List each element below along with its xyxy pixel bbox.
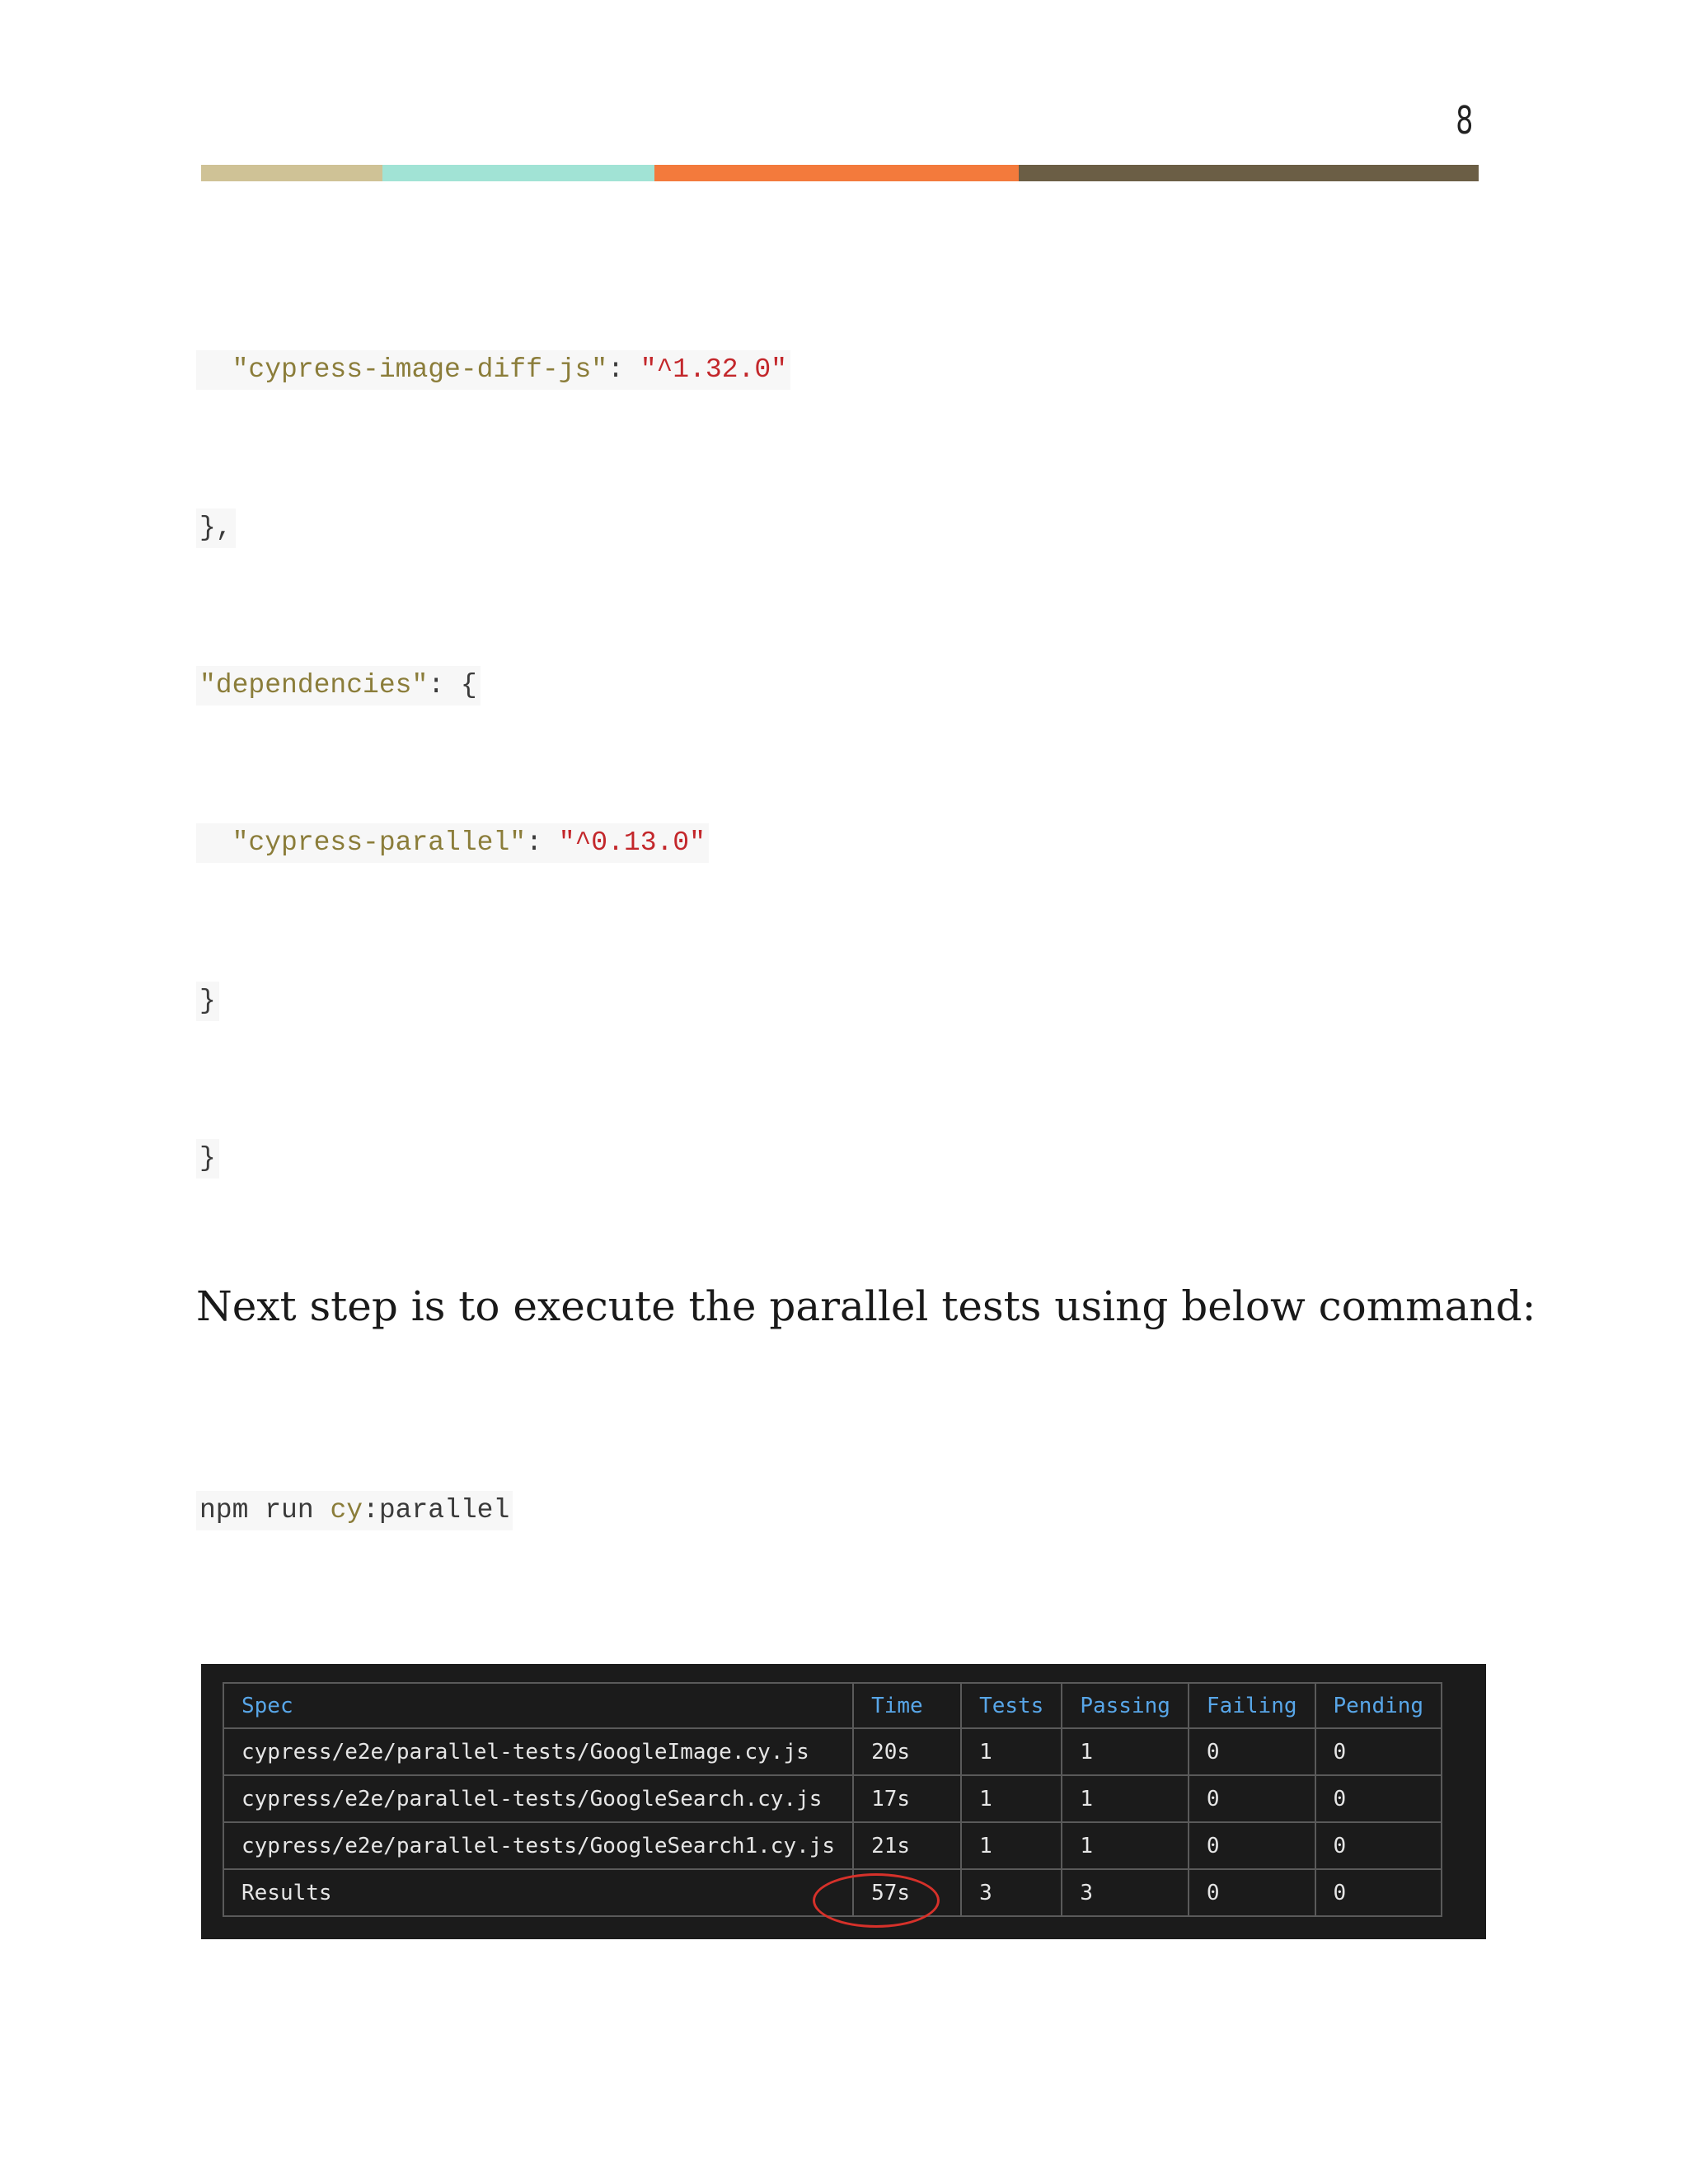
cell-tests: 3 bbox=[961, 1869, 1062, 1916]
command-line: npm run cy:parallel bbox=[196, 1491, 513, 1530]
code-line-dependencies: "dependencies": { bbox=[196, 666, 481, 705]
cell-pending: 0 bbox=[1315, 1775, 1442, 1822]
terminal-output bbox=[201, 1664, 1486, 1939]
results-table bbox=[223, 1682, 1442, 1917]
code-key: "cypress-parallel" bbox=[232, 827, 527, 858]
cell-tests: 1 bbox=[961, 1728, 1062, 1775]
cell-spec: cypress/e2e/parallel-tests/GoogleSearch1.cy.js bbox=[223, 1822, 853, 1869]
cell-spec: Results bbox=[223, 1869, 853, 1916]
cell-passing: 1 bbox=[1062, 1822, 1189, 1869]
cell-tests: 1 bbox=[961, 1775, 1062, 1822]
cell-time: 21s bbox=[853, 1822, 961, 1869]
code-line-close-brace-comma: }, bbox=[196, 509, 236, 548]
code-line-final-brace: } bbox=[196, 1139, 219, 1179]
table-row bbox=[223, 1775, 1442, 1822]
header-tests: Tests bbox=[961, 1683, 1062, 1728]
cell-pending: 0 bbox=[1315, 1869, 1442, 1916]
table-row-results bbox=[223, 1869, 1442, 1916]
code-key: "cypress-image-diff-js" bbox=[232, 354, 608, 385]
instruction-paragraph: Next step is to execute the parallel tests using below command: bbox=[196, 1282, 1536, 1330]
header-failing: Failing bbox=[1189, 1683, 1315, 1728]
page-number: 8 bbox=[1455, 98, 1473, 143]
code-key: "dependencies" bbox=[199, 670, 429, 701]
cell-failing: 0 bbox=[1189, 1869, 1315, 1916]
cell-time-total: 57s bbox=[853, 1869, 961, 1916]
header-pending: Pending bbox=[1315, 1683, 1442, 1728]
cell-time: 20s bbox=[853, 1728, 961, 1775]
cell-failing: 0 bbox=[1189, 1775, 1315, 1822]
cell-failing: 0 bbox=[1189, 1822, 1315, 1869]
header-spec: Spec bbox=[223, 1683, 853, 1728]
cell-spec: cypress/e2e/parallel-tests/GoogleSearch.cy.js bbox=[223, 1775, 853, 1822]
cell-failing: 0 bbox=[1189, 1728, 1315, 1775]
code-value: "^1.32.0" bbox=[640, 354, 787, 385]
cell-time: 17s bbox=[853, 1775, 961, 1822]
table-row bbox=[223, 1728, 1442, 1775]
code-line-close-brace: } bbox=[196, 982, 219, 1021]
cell-passing: 3 bbox=[1062, 1869, 1189, 1916]
cell-pending: 0 bbox=[1315, 1822, 1442, 1869]
table-row bbox=[223, 1822, 1442, 1869]
code-value: "^0.13.0" bbox=[558, 827, 706, 858]
color-bar-segment-4 bbox=[1019, 165, 1479, 181]
cell-passing: 1 bbox=[1062, 1775, 1189, 1822]
color-bar-segment-3 bbox=[654, 165, 1019, 181]
table-header-row bbox=[223, 1683, 1442, 1728]
code-line-image-diff: "cypress-image-diff-js": "^1.32.0" bbox=[196, 350, 790, 390]
code-line-cypress-parallel: "cypress-parallel": "^0.13.0" bbox=[196, 823, 709, 863]
cell-passing: 1 bbox=[1062, 1728, 1189, 1775]
header-passing: Passing bbox=[1062, 1683, 1189, 1728]
color-bar-segment-1 bbox=[201, 165, 382, 181]
header-color-bar bbox=[201, 165, 1479, 181]
color-bar-segment-2 bbox=[382, 165, 654, 181]
command-keyword: cy bbox=[330, 1495, 363, 1526]
cell-pending: 0 bbox=[1315, 1728, 1442, 1775]
header-time: Time bbox=[853, 1683, 961, 1728]
cell-tests: 1 bbox=[961, 1822, 1062, 1869]
cell-spec: cypress/e2e/parallel-tests/GoogleImage.cy.js bbox=[223, 1728, 853, 1775]
